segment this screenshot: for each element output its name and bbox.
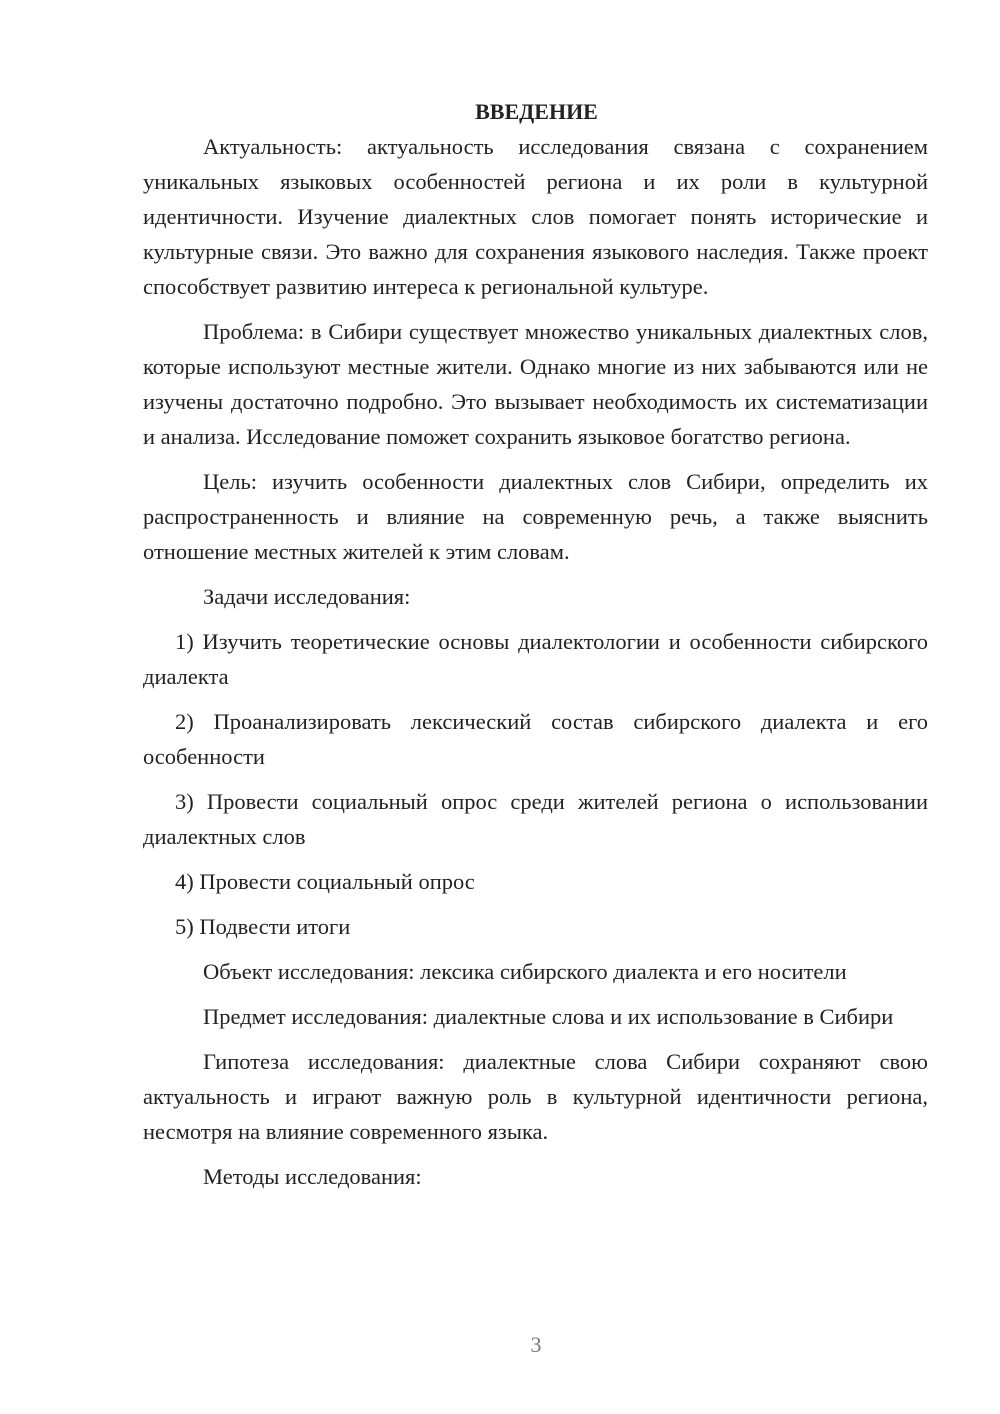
page-title: ВВЕДЕНИЕ [475,99,598,124]
document-body [143,94,928,1194]
paragraph-goal: Цель: изучить особенности диалектных слов Сибири, определить их распространенность и влияние на современную речь, а также выяснить отношение местных жителей к этим словам. [143,469,928,564]
task-item-5: 5) Подвести итоги [175,914,351,939]
task-item-2: 2) Проанализировать лексический состав сибирского диалекта и его особенности [143,709,928,769]
tasks-heading: Задачи исследования: [203,584,411,609]
task-item-1: 1) Изучить теоретические основы диалектологии и особенности сибирского диалекта [143,629,928,689]
methods-heading: Методы исследования: [203,1164,422,1189]
task-item-4: 4) Провести социальный опрос [175,869,475,894]
page-number: 3 [530,1332,542,1357]
paragraph-subject: Предмет исследования: диалектные слова и их использование в Сибири [203,1004,894,1029]
paragraph-hypothesis: Гипотеза исследования: диалектные слова Сибири сохраняют свою актуальность и играют важную роль в культурной идентичности региона, несмотря на влияние современного языка. [143,1049,928,1144]
paragraph-relevance: Актуальность: актуальность исследования связана с сохранением уникальных языковых особенностей региона и их роли в культурной идентичности. Изучение диалектных слов помогает понять исторические и культурные связи. Это важно для сохранения языкового наследия. Также проект способствует развитию интереса к региональной культуре. [143,134,928,299]
paragraph-problem: Проблема: в Сибири существует множество уникальных диалектных слов, которые используют местные жители. Однако многие из них забываются или не изучены достаточно подробно. Это вызывает необходимость их систематизации и анализа. Исследование поможет сохранить языковое богатство региона. [143,319,928,449]
paragraph-object: Объект исследования: лексика сибирского диалекта и его носители [203,959,847,984]
task-item-3: 3) Провести социальный опрос среди жителей региона о использовании диалектных слов [143,789,928,849]
